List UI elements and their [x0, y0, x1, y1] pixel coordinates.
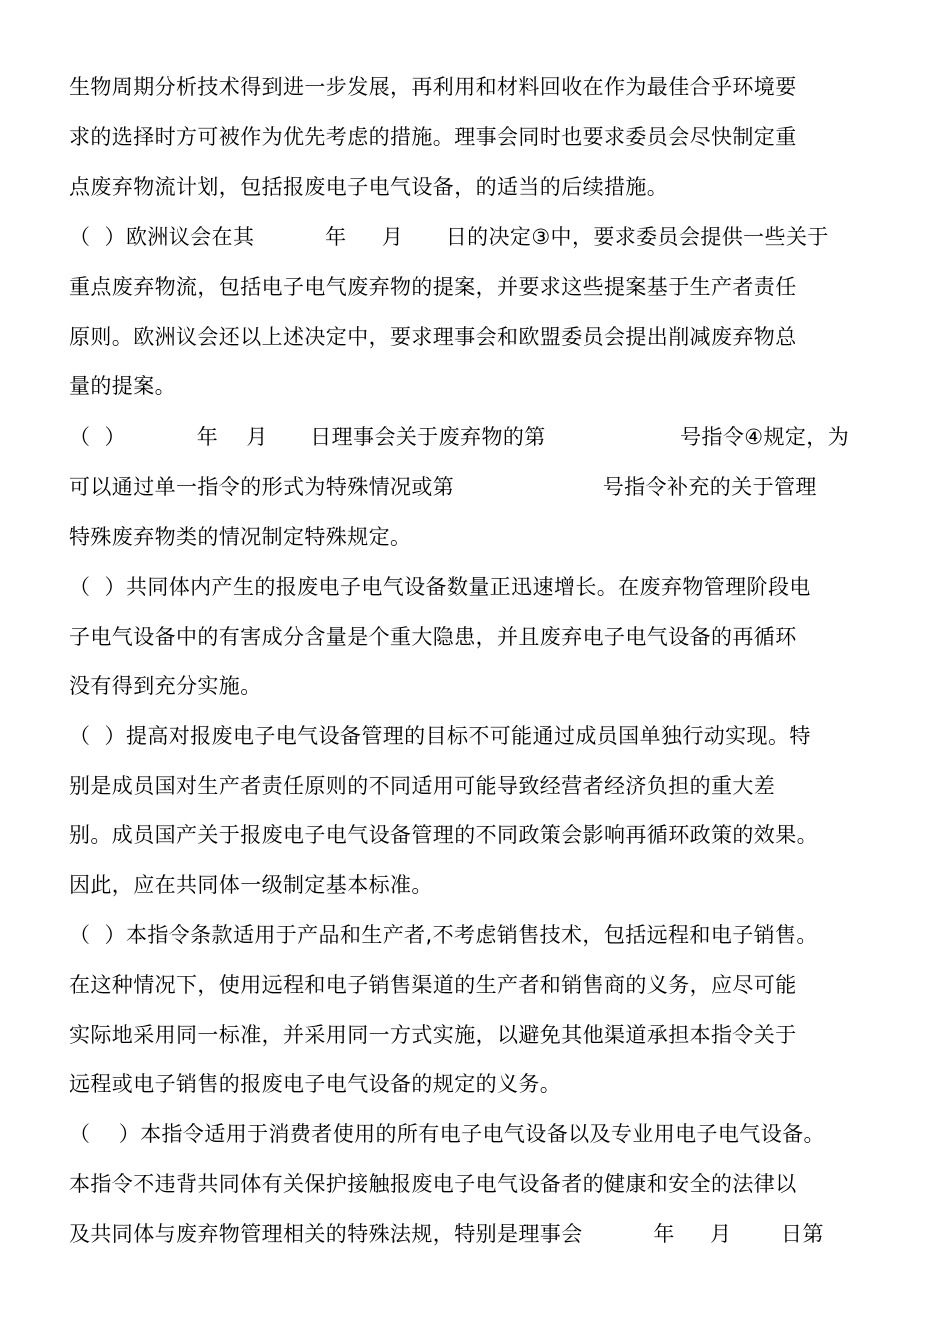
text-line: 本指令不违背共同体有关保护接触报废电子电气设备者的健康和安全的法律以 [69, 1172, 797, 1196]
text-line: 实际地采用同一标准，并采用同一方式实施，以避免其他渠道承担本指令关于 [69, 1023, 797, 1047]
text-line: （ ）本指令条款适用于产品和生产者,不考虑销售技术，包括远程和电子销售。 [69, 923, 818, 947]
text-line: （ ）共同体内产生的报废电子电气设备数量正迅速增长。在废弃物管理阶段电 [69, 575, 811, 599]
text-line: （ ）欧洲议会在其 年 月 日的决定③中，要求委员会提供一些关于 [69, 225, 829, 249]
text-line: （ ）提高对报废电子电气设备管理的目标不可能通过成员国单独行动实现。特 [69, 724, 811, 748]
text-line: 量的提案。 [69, 374, 176, 398]
text-line: 点废弃物流计划，包括报废电子电气设备，的适当的后续措施。 [69, 175, 669, 199]
text-line: 求的选择时方可被作为优先考虑的措施。理事会同时也要求委员会尽快制定重 [69, 125, 797, 149]
text-line: 可以通过单一指令的形式为特殊情况或第 号指令补充的关于管理 [69, 475, 817, 499]
text-line: 在这种情况下，使用远程和电子销售渠道的生产者和销售商的义务，应尽可能 [69, 973, 797, 997]
text-line: （ ） 年 月 日理事会关于废弃物的第 号指令④规定，为 [69, 425, 850, 449]
text-line: 别是成员国对生产者责任原则的不同适用可能导致经营者经济负担的重大差 [69, 774, 776, 798]
text-line: 原则。欧洲议会还以上述决定中，要求理事会和欧盟委员会提出削减废弃物总 [69, 325, 797, 349]
text-line: 重点废弃物流，包括电子电气废弃物的提案，并要求这些提案基于生产者责任 [69, 275, 797, 299]
text-line: 因此，应在共同体一级制定基本标准。 [69, 873, 433, 897]
text-line: 没有得到充分实施。 [69, 674, 262, 698]
text-line: 子电气设备中的有害成分含量是个重大隐患，并且废弃电子电气设备的再循环 [69, 625, 797, 649]
text-line: 生物周期分析技术得到进一步发展，再利用和材料回收在作为最佳合乎环境要 [69, 75, 797, 99]
text-line: 特殊废弃物类的情况制定特殊规定。 [69, 525, 412, 549]
text-line: 别。成员国产关于报废电子电气设备管理的不同政策会影响再循环政策的效果。 [69, 823, 818, 847]
text-line: 及共同体与废弃物管理相关的特殊法规，特别是理事会 年 月 日第 [69, 1222, 824, 1246]
text-line: （ ）本指令适用于消费者使用的所有电子电气设备以及专业用电子电气设备。 [69, 1122, 825, 1146]
text-line: 远程或电子销售的报废电子电气设备的规定的义务。 [69, 1072, 562, 1096]
